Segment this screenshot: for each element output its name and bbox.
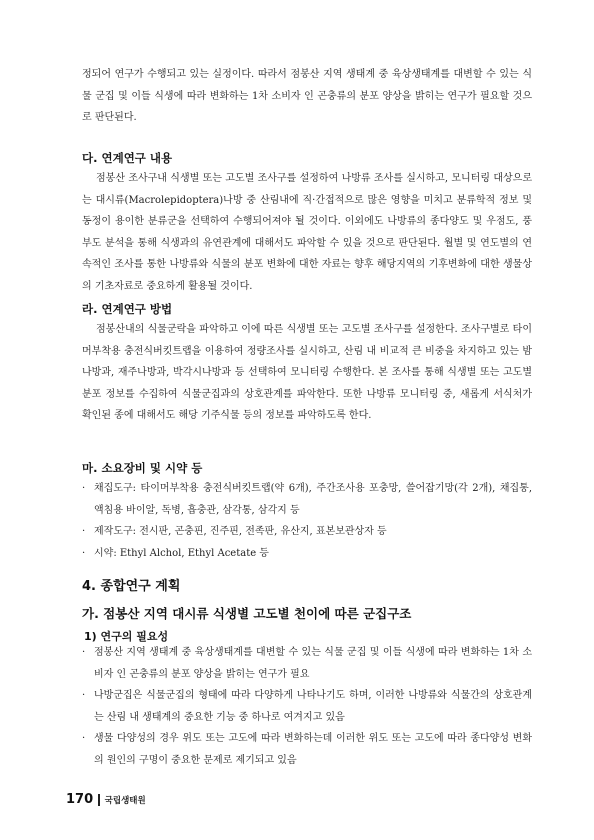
list-item: · 채집도구: 타이머부착용 충전식버킷트랩(약 6개), 주간조사용 포충망, 쓸어잡기망(각 2개), 채집통, 액침용 바이알, 독병, 흡충관, 삼각통, 삼각지 등	[82, 478, 532, 521]
section-4-small-heading: 1) 연구의 필요성	[84, 630, 169, 643]
list-item: · 나방군집은 식물군집의 형태에 따라 다양하게 나타나기도 하며, 이러한 나방류와 식물간의 상호관계는 산림 내 생태계의 중요한 기능 중 하나로 여겨지고 있음	[82, 685, 532, 728]
page-number: 170	[66, 792, 94, 807]
section-ma-list	[82, 478, 532, 564]
list-item: · 시약: Ethyl Alchol, Ethyl Acetate 등	[82, 543, 532, 565]
intro-block	[82, 64, 532, 129]
section-4-list	[82, 642, 532, 772]
list-item: · 제작도구: 전시판, 곤충핀, 진주핀, 전족판, 유산지, 표본보관상자 등	[82, 521, 532, 543]
footer-divider	[98, 794, 100, 806]
section-da-block	[82, 168, 532, 298]
page-footer	[66, 792, 146, 807]
section-da-paragraph: 점봉산 조사구내 식생별 또는 고도별 조사구를 설정하여 나방류 조사를 실시하고, 모니터링 대상으로는 대시류(Macrolepidoptera)나방 중 산림내에 직·간접적으로 많은 영향을 미치고 분류학적 정보 및 동정이 용이한 분류군을 선택하여 수행되어져야 될 것이다. 이외에도 나방류의 종다양도 및 우점도, 풍부도 분석을 통해 식생과의 유연관계에 대해서도 파악할 수 있을 것으로 판단된다. 월별 및 연도별의 연속적인 조사를 통한 나방류와 식물의 분포 변화에 대한 자료는 향후 해당지역의 기후변화에 대한 생물상의 기초자료로 중요하게 활용될 것이다.	[82, 173, 532, 292]
section-ma-heading: 마. 소요장비 및 시약 등	[82, 461, 203, 475]
section-4-subheading: 가. 점봉산 지역 대시류 식생별 고도별 천이에 따른 군집구조	[82, 606, 412, 621]
section-ra-heading: 라. 연계연구 방법	[82, 302, 173, 316]
section-ra-block	[82, 319, 532, 427]
list-item: · 생물 다양성의 경우 위도 또는 고도에 따라 변화하는데 이러한 위도 또는 고도에 따라 종다양성 변화의 원인의 구명이 중요한 문제로 제기되고 있음	[82, 728, 532, 771]
footer-organization: 국립생태원	[104, 795, 146, 806]
intro-paragraph: 정되어 연구가 수행되고 있는 실정이다. 따라서 점봉산 지역 생태계 중 육상생태계를 대변할 수 있는 식물 군집 및 이들 식생에 따라 변화하는 1차 소비자 인 곤충류의 분포 양상을 밝히는 연구가 필요할 것으로 판단된다.	[82, 69, 532, 124]
section-4-heading: 4. 종합연구 계획	[82, 579, 181, 594]
list-item: · 점봉산 지역 생태계 중 육상생태계를 대변할 수 있는 식물 군집 및 이들 식생에 따라 변화하는 1차 소비자 인 곤충류의 분포 양상을 밝히는 연구가 필요	[82, 642, 532, 685]
section-da-heading: 다. 연계연구 내용	[82, 151, 173, 165]
section-ra-paragraph: 점봉산내의 식물군락을 파악하고 이에 따른 식생별 또는 고도별 조사구를 설정한다. 조사구별로 타이머부착용 충전식버킷트랩을 이용하여 정량조사를 실시하고, 산림 내 비교적 큰 비중을 차지하고 있는 밤나방과, 재주나방과, 박각시나방과 등 선택하여 모니터링 수행한다. 본 조사를 통해 식생별 또는 고도별 분포 정보를 수집하여 식물군집과의 상호관계를 파악한다. 또한 나방류 모니터링 중, 새롭게 서식처가 확인된 종에 대해서도 해당 기주식물 등의 정보를 파악하도록 한다.	[82, 324, 532, 422]
